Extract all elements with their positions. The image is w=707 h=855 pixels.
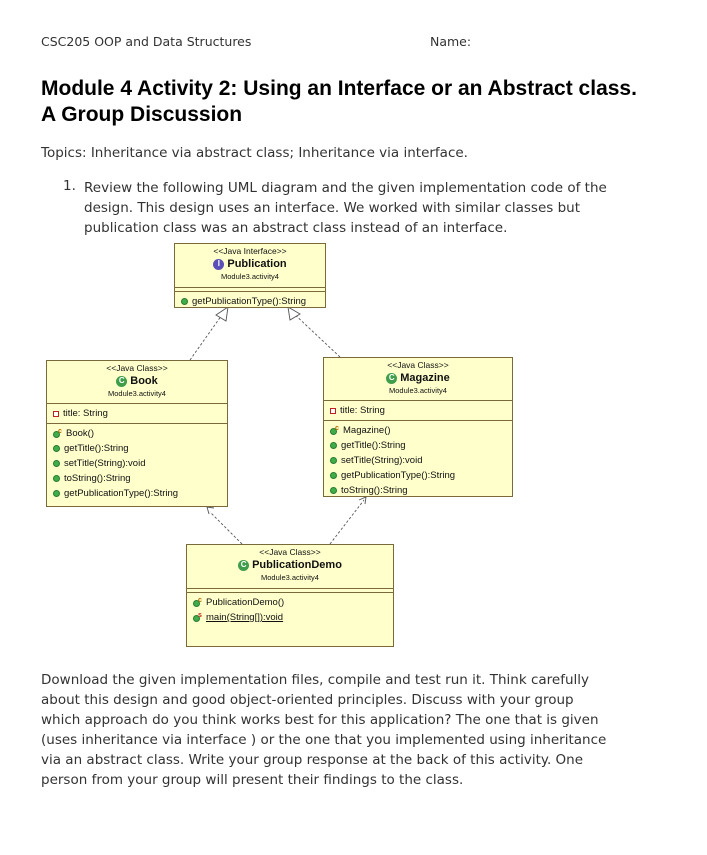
uml-publication-interface bbox=[174, 243, 326, 308]
constructor-row bbox=[193, 595, 387, 610]
public-method-icon bbox=[330, 457, 337, 464]
constructor-label: Magazine() bbox=[343, 425, 391, 436]
package-label: Module3.activity4 bbox=[261, 573, 319, 582]
method-label: setTitle(String):void bbox=[64, 458, 146, 469]
stereotype-label: <<Java Class>> bbox=[106, 363, 168, 373]
package-label: Module3.activity4 bbox=[221, 272, 279, 281]
class-icon: C bbox=[386, 373, 397, 384]
constructor-icon bbox=[330, 426, 339, 435]
interface-icon: I bbox=[213, 259, 224, 270]
public-method-icon bbox=[53, 490, 60, 497]
course-header: CSC205 OOP and Data Structures bbox=[41, 34, 252, 49]
demo-uses-magazine bbox=[330, 500, 364, 544]
public-method-icon bbox=[181, 298, 188, 305]
method-label: getPublicationType():String bbox=[341, 470, 456, 481]
publicationdemo-name: PublicationDemo bbox=[252, 559, 342, 571]
attribute-row bbox=[53, 406, 221, 421]
book-implements-publication bbox=[190, 312, 224, 360]
attribute-row bbox=[330, 403, 506, 418]
method-row bbox=[181, 294, 319, 309]
method-row bbox=[53, 456, 221, 471]
constructor-label: Book() bbox=[66, 428, 94, 439]
class-name bbox=[324, 371, 512, 385]
static-marker: s bbox=[198, 612, 202, 619]
class-name bbox=[187, 558, 393, 572]
static-method-icon bbox=[193, 613, 202, 622]
method-label: toString():String bbox=[341, 485, 408, 496]
package-label: Module3.activity4 bbox=[389, 386, 447, 395]
method-label: getPublicationType():String bbox=[64, 488, 179, 499]
demo-uses-book bbox=[210, 512, 242, 544]
constructor-marker: c bbox=[58, 428, 62, 435]
item-text: Review the following UML diagram and the given implementation code of the design. This design uses an interface. We worked with similar classes but publication class was an abstract class instead of an interface. bbox=[84, 180, 607, 236]
constructor-label: PublicationDemo() bbox=[206, 597, 285, 608]
method-label: getPublicationType():String bbox=[192, 296, 307, 307]
method-row bbox=[330, 483, 506, 498]
public-method-icon bbox=[53, 445, 60, 452]
publication-name: Publication bbox=[227, 258, 287, 270]
constructor-row bbox=[330, 423, 506, 438]
method-row bbox=[53, 486, 221, 501]
attribute-label: title: String bbox=[63, 408, 108, 419]
method-row bbox=[330, 453, 506, 468]
page-title: Module 4 Activity 2: Using an Interface or an Abstract class. A Group Discussion bbox=[41, 77, 637, 126]
static-method-row bbox=[193, 610, 387, 625]
public-method-icon bbox=[330, 442, 337, 449]
class-icon: C bbox=[238, 560, 249, 571]
item-number: 1. bbox=[63, 178, 76, 194]
stereotype-label: <<Java Class>> bbox=[259, 547, 321, 557]
private-field-icon bbox=[330, 408, 336, 414]
uml-book-class bbox=[46, 360, 228, 507]
magazine-name: Magazine bbox=[400, 372, 450, 384]
magazine-implements-publication bbox=[292, 312, 340, 357]
class-name bbox=[175, 257, 325, 271]
dependency-arrowhead-book bbox=[207, 507, 214, 514]
attribute-label: title: String bbox=[340, 405, 385, 416]
public-method-icon bbox=[53, 475, 60, 482]
method-row bbox=[330, 438, 506, 453]
stereotype-label: <<Java Class>> bbox=[387, 360, 449, 370]
stereotype-label: <<Java Interface>> bbox=[213, 246, 287, 256]
closing-paragraph: Download the given implementation files, compile and test run it. Think carefully about this design and good object-oriented principles. Discuss with your group which approach do you think works best for this application? The one that is given (uses inheritance via interface ) or the one that you implemented using inheritance via an abstract class. Write your group response at the back of this activity. One person from your group will present their findings to the class. bbox=[41, 672, 607, 788]
public-method-icon bbox=[330, 487, 337, 494]
uml-magazine-class bbox=[323, 357, 513, 497]
constructor-icon bbox=[193, 598, 202, 607]
uml-publicationdemo-class bbox=[186, 544, 394, 647]
constructor-marker: c bbox=[335, 425, 339, 432]
class-name bbox=[47, 374, 227, 388]
method-label: setTitle(String):void bbox=[341, 455, 423, 466]
public-method-icon bbox=[330, 472, 337, 479]
private-field-icon bbox=[53, 411, 59, 417]
constructor-row bbox=[53, 426, 221, 441]
method-label: getTitle():String bbox=[341, 440, 406, 451]
method-row bbox=[53, 471, 221, 486]
topics-line: Topics: Inheritance via abstract class; Inheritance via interface. bbox=[41, 145, 468, 161]
package-label: Module3.activity4 bbox=[108, 389, 166, 398]
class-icon: C bbox=[116, 376, 127, 387]
main-method-label: main(String[]):void bbox=[206, 612, 284, 623]
method-label: getTitle():String bbox=[64, 443, 129, 454]
method-label: toString():String bbox=[64, 473, 131, 484]
method-row bbox=[330, 468, 506, 483]
name-label: Name: bbox=[430, 34, 472, 49]
book-name: Book bbox=[130, 375, 158, 387]
method-row bbox=[53, 441, 221, 456]
constructor-marker: c bbox=[198, 597, 202, 604]
public-method-icon bbox=[53, 460, 60, 467]
constructor-icon bbox=[53, 429, 62, 438]
